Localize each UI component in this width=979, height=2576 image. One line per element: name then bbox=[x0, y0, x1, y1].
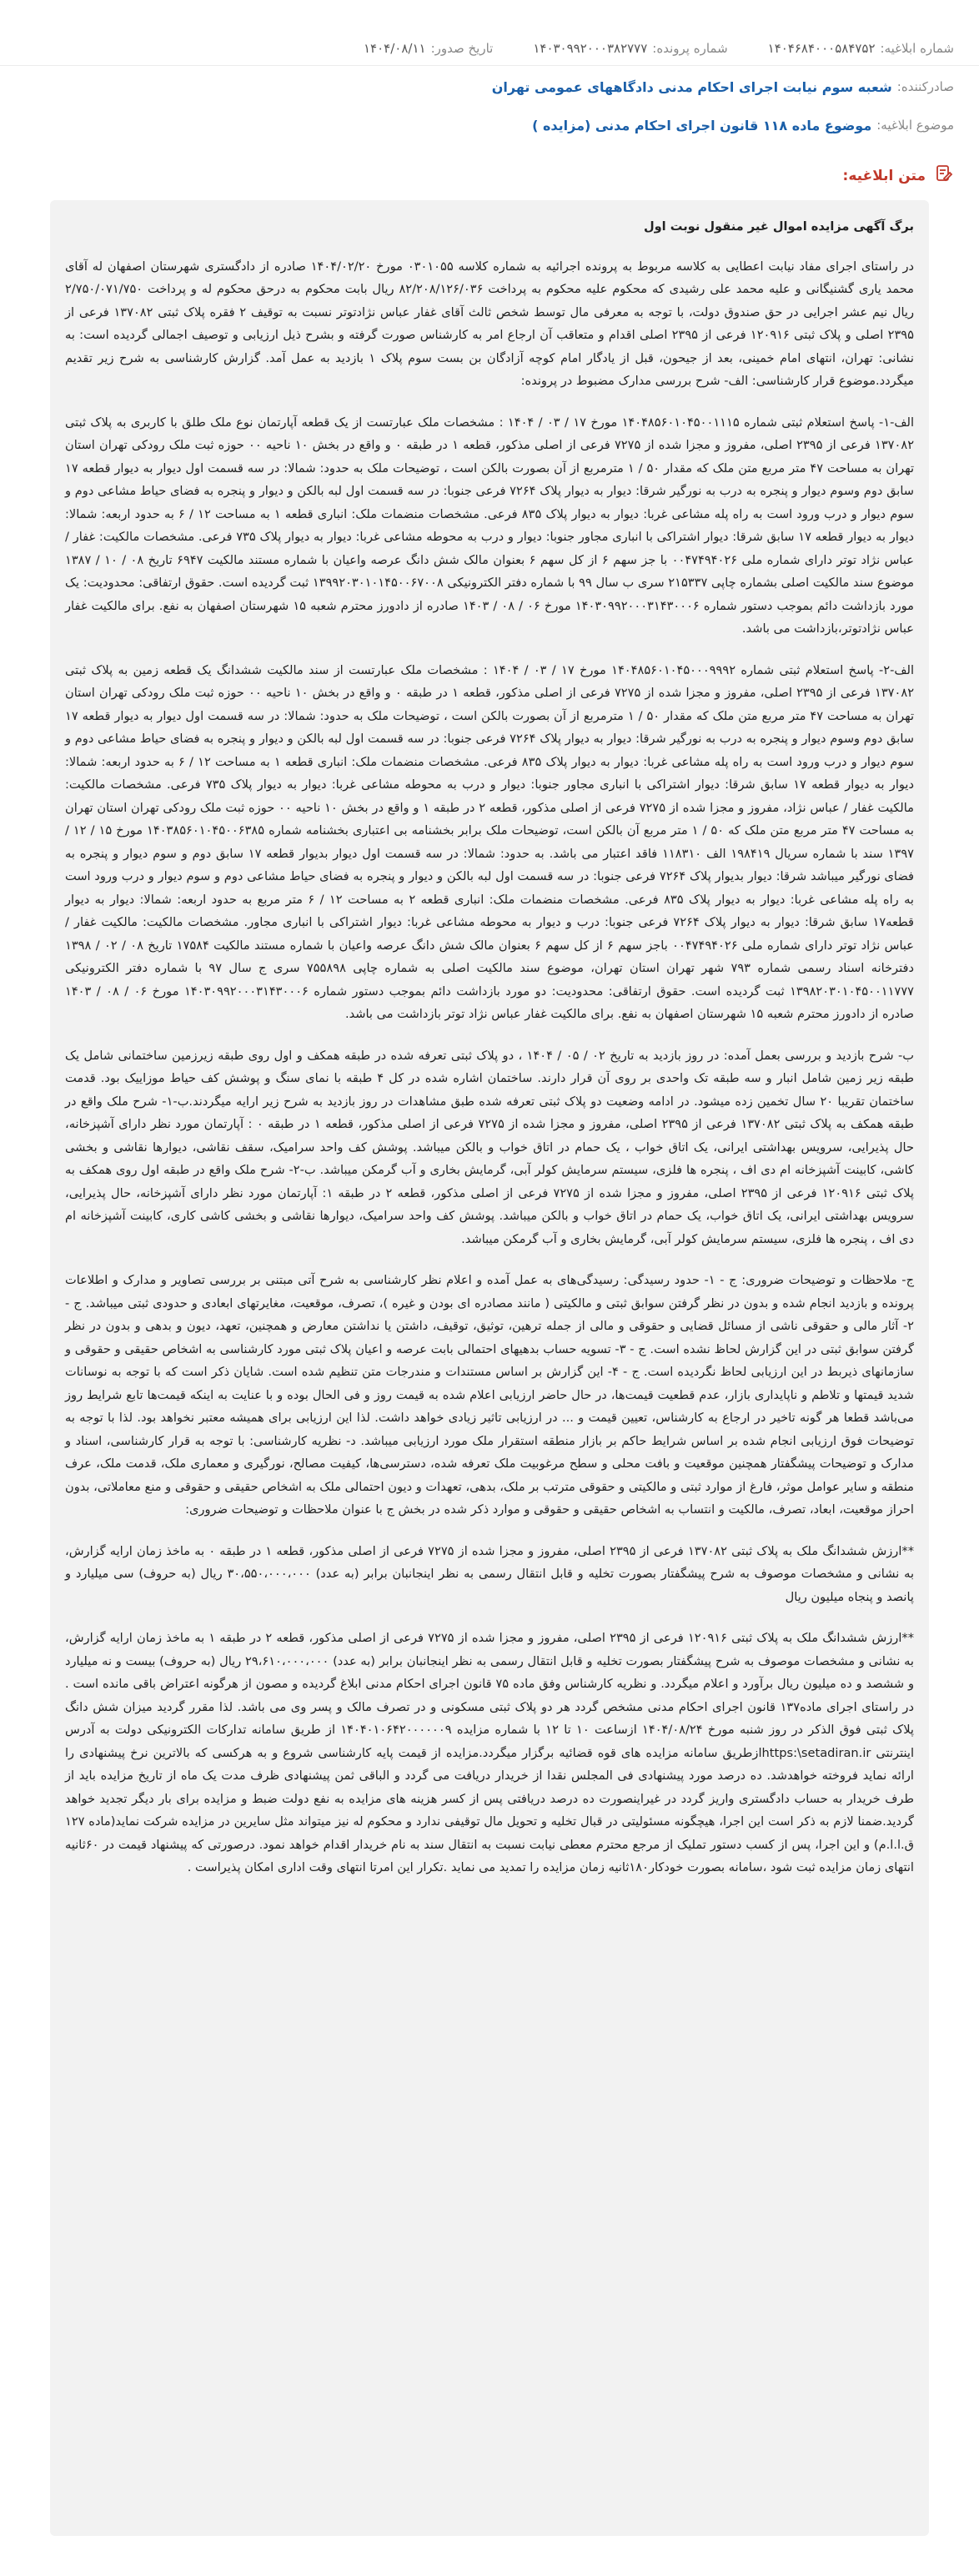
notice-body bbox=[50, 200, 929, 2536]
header-row-subject bbox=[0, 108, 979, 142]
notice-paragraph-intro: در راستای اجرای مفاد نیابت اعطایی به کلاسه مربوط به پرونده اجرائیه به شماره کلاسه ۰۳۰۱۰۵۵ مورخ ۱۴۰۴/۰۲/۲۰ صادره از دادگستری شهرستان اصفهان له آقای محمد یاری گشنیگانی و علیه محمد علی رشیدی که محکوم علیه محکوم به پرداخت ۸۲/۲۰۸/۱۲۶/۰۳۶ ریال بابت محکوم به درحق محکوم له و پرداخت ۲/۷۵۰/۰۷۱/۷۵۰ ریال نیم عشر اجرایی در حق صندوق دولت، با توجه به معرفی مال توسط شخص ثالث آقای غفار عباس نژادتوتر نسبت به توقیف ۲ فقره پلاک ثبتی ۱۳۷۰۸۲ فرعی از ۲۳۹۵ اصلی و پلاک ثبتی ۱۲۰۹۱۶ فرعی از ۲۳۹۵ اصلی اقدام و متعاقب آن ارجاع امر به کارشناس صورت گرفته و بشرح ذیل ارزیابی و توصیف اجمالی گردیده است: به نشانی: تهران، انتهای امام خمینی، بعد از جیحون، قبل از یادگار امام کوچه آزادگان بن بست سوم پلاک ۱ بازدید به عمل آمد. گزارش کارشناسی به شرح زیر تقدیم میگردد.موضوع قرار کارشناسی: الف- شرح بررسی مدارک مضبوط در پرونده: bbox=[65, 259, 915, 388]
notice-paragraph-alef-2: الف-۲- پاسخ استعلام ثبتی شماره ۱۴۰۴۸۵۶۰۱۰۴۵۰۰۰۹۹۹۲ مورخ ۱۷ / ۰۳ / ۱۴۰۴ : مشخصات ملک عبارتست از سند مالکیت ششدانگ یک قطعه زمین به پلاک ثبتی ۱۳۷۰۸۲ فرعی از ۲۳۹۵ اصلی، مفروز و مجزا شده از ۷۲۷۵ فرعی از اصلی مذکور، قطعه ۱ در طبقه ۰ و واقع در بخش ۱۰ ناحیه ۰۰ حوزه ثبت ملک رودکی تهران استان تهران به مساحت ۴۷ متر مربع متن ملک که مقدار ۵۰ / ۱ مترمربع از آن بصورت بالکن است ، توضیحات ملک به حدود: شمالا: در سه قسمت اول دیوار به دیوار قطعه ۱۷ سابق دوم وسوم دیوار و پنجره به درب به نورگیر شرقا: دیوار به دیوار پلاک ۷۲۶۴ فرعی جنوبا: در سه قسمت اول لبه بالکن و دیوار و پنجره به فضای حیاط مشاعی دوم و سوم دیوار و درب ورود است به راه پله مشاعی غربا: دیوار به دیوار پلاک ۸۳۵ فرعی. مشخصات منضمات ملک: انباری قطعه ۱ به مساحت ۱۲ / ۶ به حدود اربعه: شمالا: دیوار به دیوار قطعه ۱۷ سابق شرقا: دیوار اشتراکی با انباری مجاور جنوبا: دیوار و درب به محوطه مشاعی غربا: دیوار به دیوار پلاک ۷۳۵ فرعی. مشخصات مالکیت: مالکیت غفار / عباس نژاد، مفروز و مجزا شده از ۷۲۷۵ فرعی از اصلی مذکور، قطعه ۲ در طبقه ۱ و واقع در بخش ۱۰ ناحیه ۰۰ حوزه ثبت ملک رودکی تهران استان تهران به مساحت ۴۷ متر مربع متن ملک که ۵۰ / ۱ متر مربع آن بالکن است، توضیحات ملک برابر بخشنامه بی اعتباری بخشنامه شماره ۱۴۰۳۸۵۶۰۱۰۴۵۰۰۶۳۸۵ مورخ ۱۵ / ۱۲ / ۱۳۹۷ سند با شماره سریال ۱۹۸۴۱۹ الف ۱۱۸۳۱۰ فاقد اعتبار می باشد. به حدود: شمالا: در سه قسمت اول دیوار بدیوار قطعه ۱۷ سابق دوم و سوم دیوار و پنجره به فضای نورگیر میباشد شرقا: دیوار بدیوار پلاک ۷۲۶۴ فرعی جنوبا: در سه قسمت اول لبه بالکن و دیوار و پنجره به فضای حیاط مشاعی دوم و سوم دیوار و درب ورود است به راه پله مشاعی غربا: دیوار به دیوار پلاک ۸۳۵ فرعی. مشخصات منضمات ملک: انباری قطعه ۲ به مساحت ۱۲ / ۶ متر مربع به حدود اربعه: شمالا: دیوار به دیوار قطعه۱۷ سابق شرقا: دیوار به دیوار پلاک ۷۲۶۴ فرعی جنوبا: درب و دیوار به محوطه مشاعی غربا: دیوار اشتراکی با انباری مجاور. مشخصات مالکیت: مالکیت غفار / عباس نژاد توتر دارای شماره ملی ۰۰۴۷۴۹۴۰۲۶ باجز سهم ۶ از کل سهم ۶ بعنوان مالک شش دانگ عرصه واعیان با شماره مستند مالکیت ۱۷۵۸۴ تاریخ ۰۸ / ۰۲ / ۱۳۹۸ دفترخانه اسناد رسمی شماره ۷۹۳ شهر تهران استان تهران، موضوع سند مالکیت اصلی به شماره چاپی ۷۵۵۸۹۸ سری ج سال ۹۷ با شماره دفتر الکترونیکی ۱۳۹۸۲۰۳۰۱۰۴۵۰۰۱۱۷۷۷ ثبت گردیده است. حقوق ارتفاقی: محدودیت: دو مورد بازداشت دائم بموجب دستور شماره ۱۴۰۳۰۹۹۲۰۰۰۳۱۴۳۰۰۰۶ مورخ ۰۶ / ۰۸ / ۱۴۰۳ صادره از دادورز محترم شعبه ۱۵ شهرستان اصفهان به نفع. برای مالکیت غفار عباس نژاد توتر بازداشت می باشد. bbox=[65, 662, 915, 1021]
header-row-issuer bbox=[0, 70, 979, 103]
notice-number-label: شماره ابلاغیه: bbox=[880, 41, 954, 56]
subject-value: موضوع ماده ۱۱۸ قانون اجرای احکام مدنی (مزایده ) bbox=[532, 117, 872, 133]
issuer-value: شعبه سوم نیابت اجرای احکام مدنی دادگاههای عمومی تهران bbox=[491, 78, 892, 95]
issue-date-value: ۱۴۰۴/۰۸/۱۱ bbox=[364, 41, 426, 56]
notice-paragraph-jim: ج- ملاحظات و توضیحات ضروری: ج - ۱- حدود رسیدگی: رسیدگی‌های به عمل آمده و اعلام نظر کارشناسی به شرح آتی مبتنی بر بررسی تصاویر و مدارک و اطلاعات پرونده و بازدید انجام شده و بدون در نظر گرفتن سوابق ثبتی و مالکیتی ( مانند مصادره ای بودن و غیره )، تصرف، موقعیت، مغایرتهای ابعادی و حدودی ثبتی میباشد. ج - ۲- آثار مالی و حقوقی ناشی از مسائل قضایی و حقوقی و مالی از جمله ترهین، توثیق، توقیف، داشتن یا نداشتن معارض و همچنین، تعهد، دیون و بدهی و بدون در نظر گرفتن سوابق ثبتی در این گزارش لحاظ نشده است. ج - ۳- تسویه حساب بدهیهای احتمالی بابت عرصه و اعیان پلاک ثبتی مورد کارشناسی به اشخاص حقیقی و حقوقی و سازمانهای ذیربط در این ارزیابی لحاظ نگردیده است. ج - ۴- این گزارش بر اساس مستندات و مندرجات متن تنظیم شده است. شایان ذکر است که با توجه به نوسانات شدید قیمتها و تلاطم و ناپایداری بازار، عدم قطعیت قیمت‌ها، در حال حاضر ارزیابی اعلام شده به قیمت روز و فی الحال بوده و با عنایت به اینکه قیمت‌ها تابع شرایط روز می‌باشد قطعا هر گونه تاخیر در ارجاع به کارشناس، تعیین قیمت و ... در ارزیابی تاثیر زیادی خواهد داشت. لذا این ارزیابی برای همیشه معتبر نخواهد بود. لذا با توجه به توضیحات فوق ارزیابی انجام شده بر اساس شرایط حاکم بر بازار منطقه استقرار ملک مورد ارزیابی میباشد. د- نظریه کارشناسی: با توجه به قرار کارشناسی، اسناد و مدارک و توضیحات پیشگفتار همچنین موقعیت و بافت محلی و سطح مرغوبیت ملک تعرفه شده، دسترسی‌ها، کیفیت مصالح، نورگیری و معماری ملک، قدمت ملک، عرف منطقه و سایر عوامل موثر، فارغ از موارد ثبتی و مالکیتی و حقوقی مترتب بر ملک، بدهی، تعهدات و دیون احتمالی ملک به اشخاص حقیقی و حقوقی و منع معاملاتی، بدون احراز موقعیت، ابعاد، تصرف، مالکیت و انتساب به اشخاص حقیقی و حقوقی و موارد ذکر شده در بخش ج با عنوان ملاحظات و توضیحات ضروری: bbox=[65, 1273, 914, 1517]
notice-paragraph-be: ب- شرح بازدید و بررسی بعمل آمده: در روز بازدید به تاریخ ۰۲ / ۰۵ / ۱۴۰۴ ، دو پلاک ثبتی تعرفه شده در طبقه همکف و اول روی طبقه زیرزمین ساختمانی شامل یک طبقه زیر زمین شامل انبار و سه طبقه تک واحدی بر روی آن قرار دارند. ساختمان اشاره شده در کل ۴ طبقه با نمای سنگ و پوشش کف حیاط موزاییک بود. قدمت ساختمان تقریبا ۲۰ سال تخمین زده میشود. در ادامه وضعیت دو پلاک ثبتی تعرفه شده طبق مشاهدات در روز بازدید به شرح زیر ارایه میگردند.ب-۱- شرح ملک واقع در طبقه همکف به پلاک ثبتی ۱۳۷۰۸۲ فرعی از ۲۳۹۵ اصلی، مفروز و مجزا شده از ۷۲۷۵ فرعی از اصلی مذکور، قطعه ۱ در طبقه ۰ : آپارتمان مورد نظر دارای آشپزخانه، حال پذیرایی، سرویس بهداشتی ایرانی، یک اتاق خواب ، یک حمام در اتاق خواب و بالکن میباشد. پوشش کف واحد سرامیک، سقف نقاشی، دیوارها نقاشی و بخشی کاشی، کابینت آشپزخانه ام دی اف ، پنجره ها فلزی، سیستم سرمایش کولر آبی، گرمایش بخاری و آب گرمکن میباشد. ب-۲- شرح ملک واقع در طبقه اول روی همکف به پلاک ثبتی ۱۲۰۹۱۶ فرعی از ۲۳۹۵ اصلی، مفروز و مجزا شده از ۷۲۷۵ فرعی از اصلی مذکور، قطعه ۲ در طبقه ۱: آپارتمان مورد نظر دارای آشپزخانه، حال پذیرایی، سرویس بهداشتی ایرانی، یک اتاق خواب، یک حمام در اتاق خواب و بالکن میباشد. پوشش کف واحد سرامیک، دیوارها نقاشی و بخشی کاشی کاری، کابینت آشپزخانه ام دی اف ، پنجره ها فلزی، سیستم سرمایش کولر آبی، گرمایش بخاری و آب گرمکن میباشد. bbox=[65, 1048, 915, 1246]
notice-text-title: متن ابلاغیه: bbox=[842, 167, 926, 184]
notice-body-title: برگ آگهی مزایده اموال غیر منقول نوبت اول bbox=[643, 219, 914, 234]
notice-number bbox=[768, 41, 954, 56]
notice-text-heading bbox=[843, 164, 954, 188]
notice-number-value: ۱۴۰۴۶۸۴۰۰۰۵۸۴۷۵۲ bbox=[767, 41, 876, 56]
document-edit-icon bbox=[934, 164, 954, 188]
notice-paragraph-alef-1: الف-۱- پاسخ استعلام ثبتی شماره ۱۴۰۴۸۵۶۰۱۰۴۵۰۰۱۱۱۵ مورخ ۱۷ / ۰۳ / ۱۴۰۴ : مشخصات ملک عبارتست از یک قطعه آپارتمان نوع ملک طلق با کاربری به پلاک ثبتی ۱۳۷۰۸۲ فرعی از ۲۳۹۵ اصلی، مفروز و مجزا شده از ۷۲۷۵ فرعی از اصلی مذکور، قطعه ۱ در طبقه ۰ و واقع در بخش ۱۰ ناحیه ۰۰ حوزه ثبت ملک رودکی تهران استان تهران به مساحت ۴۷ متر مربع متن ملک که مقدار ۵۰ / ۱ مترمربع از آن بصورت بالکن است ، توضیحات ملک به حدود: شمالا: در سه قسمت اول دیوار به دیوار قطعه ۱۷ سابق دوم وسوم دیوار و پنجره به درب به نورگیر شرقا: دیوار به دیوار پلاک ۷۲۶۴ فرعی جنوبا: در سه قسمت اول لبه بالکن و دیوار و پنجره به فضای حیاط مشاعی دوم و سوم دیوار و درب ورود است به راه پله مشاعی غربا: دیوار به دیوار پلاک ۸۳۵ فرعی. مشخصات منضمات ملک: انباری قطعه ۱ به مساحت ۱۲ / ۶ به حدود اربعه: شمالا: دیوار به دیوار قطعه ۱۷ سابق شرقا: دیوار اشتراکی با انباری مجاور جنوبا: دیوار و درب به محوطه مشاعی غربا: دیوار به دیوار پلاک ۷۳۵ فرعی. مشخصات مالکیت: غفار / عباس نژاد توتر دارای شماره ملی ۰۰۴۷۴۹۴۰۲۶ با جز سهم ۶ از کل سهم ۶ بعنوان مالک شش دانگ عرصه واعیان با شماره مستند مالکیت ۶۹۴۷ تاریخ ۰۸ / ۱۰ / ۱۳۸۷ موضوع سند مالکیت اصلی بشماره چاپی ۲۱۵۳۳۷ سری ب سال ۹۹ با شماره دفتر الکترونیکی ۱۳۹۹۲۰۳۰۱۰۱۴۵۰۰۶۷۰۰۸ ثبت گردیده است. حقوق ارتفاقی: محدودیت: یک مورد بازداشت دائم بموجب دستور شماره ۱۴۰۳۰۹۹۲۰۰۰۳۱۴۳۰۰۰۶ مورخ ۰۶ / ۰۸ / ۱۴۰۳ صادره از دادورز محترم شعبه ۱۵ شهرستان اصفهان به نفع. برای مالکیت غفار عباس نژادتوتر،بازداشت می باشد. bbox=[65, 415, 915, 636]
case-number-value: ۱۴۰۳۰۹۹۲۰۰۰۳۸۲۷۷۷ bbox=[533, 41, 648, 56]
issuer bbox=[492, 79, 954, 95]
case-number-label: شماره پرونده: bbox=[652, 41, 728, 56]
subject bbox=[532, 118, 954, 133]
notice-paragraph-valuation-2: **ارزش ششدانگ ملک به پلاک ثبتی ۱۲۰۹۱۶ فرعی از ۲۳۹۵ اصلی، مفروز و مجزا شده از ۷۲۷۵ فرعی از اصلی مذکور، قطعه ۲ در طبقه ۱ به ماخذ زمان ارایه گزارش، به نشانی و مشخصات موصوف به شرح پیشگفتار بصورت تخلیه و قابل انتقال رسمی به نظر اینجانبان برابر (به عدد) ۲۹،۶۱۰،۰۰۰،۰۰۰ ریال (به حروف) بیست و نه میلیارد و ششصد و ده میلیون ریال برآورد و اعلام میگردد. و نظریه کارشناس وفق ماده ۷۵ قانون اجرای احکام مدنی ابلاغ گردیده و مصون از هرگونه اعتراض باقی مانده است . در راستای اجرای ماده۱۳۷ قانون اجرای احکام مدنی مشخص گردد هر دو پلاک ثبتی مسکونی و در تصرف مالک و پسر وی می باشد. لذا مقرر گردید میزان شش دانگ پلاک ثبتی فوق الذکر در روز شنبه مورخ ۱۴۰۴/۰۸/۲۴ ازساعت ۱۰ تا ۱۲ با شماره مزایده ۱۴۰۴۰۱۰۶۴۲۰۰۰۰۰۰۹ از طریق سامانه تدارکات الکترونیکی دولت به آدرس اینترنتی https:\setadiran.irازطریق سامانه مزایده های قوه قضائیه برگزار میگردد.مزایده از قیمت پایه کارشناسی شروع و به هرکسی که بالاترین نرخ پیشنهادی را ارائه نماید فروخته خواهدشد. ده درصد مورد پیشنهادی فی المجلس نقدا از خریدار دریافت می گردد و الباقی ثمن پیشنهادی ظرف مدت یک ماه از تاریخ مزایده باید از طرف خریدار به حساب دادگستری واریز گردد در غیراینصورت ده درصد دریافتی پس از کسر هزینه های مزایده به نفع دولت ضبط و مزایده برای بار دیگر تجدید خواهد گردید.ضمنا لازم به ذکر است این اجرا، هیچگونه مسئولیتی در قبال تخلیه و تحویل مال توقیفی ندارد و محکوم له نیز میتواند مثل سایرین در مزایده شرکت نماید(ماده ۱۲۷ ق.ا.ا.م) و این اجرا، پس از کسب دستور تملیک از مرجع محترم معطی نیابت نسبت به انتقال سند به نام خریدار اقدام خواهد نمود. درصورتی که پیشنهاد قیمت در ۶۰ثانیه انتهای زمان مزایده ثبت شود ،سامانه بصورت خودکار۱۸۰ثانیه زمان مزایده را تمدید می نماید .تکرار این امرتا انتهای وقت اداری امکان پذیراست . bbox=[65, 1631, 914, 1874]
case-number bbox=[533, 41, 727, 56]
subject-label: موضوع ابلاغیه: bbox=[876, 118, 954, 133]
notice-paragraph-valuation-1: **ارزش ششدانگ ملک به پلاک ثبتی ۱۳۷۰۸۲ فرعی از ۲۳۹۵ اصلی، مفروز و مجزا شده از ۷۲۷۵ فرعی از اصلی مذکور، قطعه ۱ در طبقه ۰ به ماخذ زمان ارایه گزارش، به نشانی و مشخصات موصوف به شرح پیشگفتار بصورت تخلیه و قابل انتقال رسمی به نظر اینجانبان برابر (به عدد) ۳۰،۵۵۰،۰۰۰،۰۰۰ ریال (به حروف) سی میلیارد و پانصد و پنجاه میلیون ریال bbox=[65, 1543, 915, 1604]
issuer-label: صادرکننده: bbox=[896, 79, 954, 94]
issue-date-label: تاریخ صدور: bbox=[430, 41, 494, 56]
issue-date bbox=[364, 41, 493, 56]
header-row-numbers bbox=[0, 32, 979, 66]
